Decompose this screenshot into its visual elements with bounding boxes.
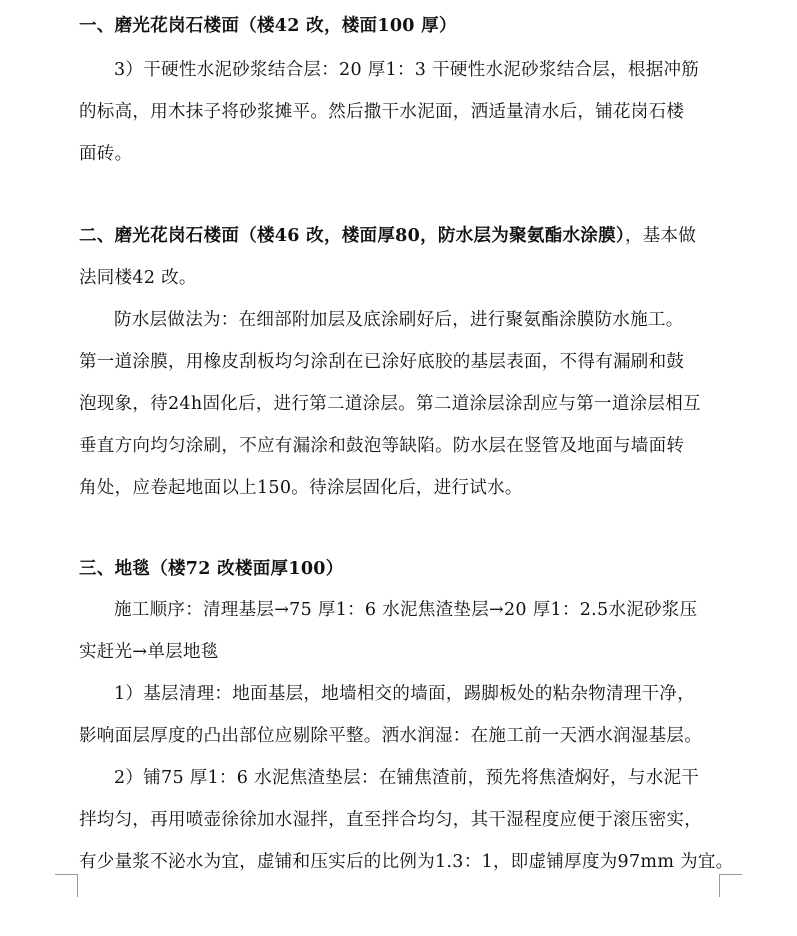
section-2-paragraph-line: 第一道涂膜，用橡皮刮板均匀涂刮在已涂好底胶的基层表面，不得有漏刷和鼓	[79, 352, 685, 372]
page-margin-corner-right	[719, 874, 742, 897]
section-3-paragraph-line: 施工顺序：清理基层→75 厚1：6 水泥焦渣垫层→20 厚1：2.5水泥砂浆压	[114, 600, 698, 620]
section-1-paragraph-line: 3）干硬性水泥砂浆结合层：20 厚1：3 干硬性水泥砂浆结合层，根据冲筋	[114, 60, 700, 80]
section-1-paragraph-line: 面砖。	[79, 144, 133, 164]
section-3-paragraph-line: 2）铺75 厚1：6 水泥焦渣垫层：在铺焦渣前，预先将焦渣焖好，与水泥干	[114, 768, 700, 788]
section-3-paragraph-line: 拌均匀，再用喷壶徐徐加水湿拌，直至拌合均匀，其干湿程度应便于滚压密实，	[79, 810, 702, 830]
section-2-heading	[79, 224, 739, 248]
section-2-heading-bold: 二、磨光花岗石楼面（楼46 改，楼面厚80，防水层为聚氨酯水涂膜）	[79, 226, 625, 246]
section-2-heading-continuation: 法同楼42 改。	[79, 268, 197, 288]
section-2-paragraph-line: 垂直方向均匀涂刷，不应有漏涂和鼓泡等缺陷。防水层在竖管及地面与墙面转	[79, 436, 685, 456]
section-2-heading-tail: ，基本做	[624, 226, 697, 246]
section-3-paragraph-line: 实赶光→单层地毯	[79, 642, 219, 662]
section-2-paragraph-line: 泡现象，待24h固化后，进行第二道涂层。第二道涂层涂刮应与第一道涂层相互	[79, 394, 701, 414]
section-2-paragraph-line: 防水层做法为：在细部附加层及底涂刷好后，进行聚氨酯涂膜防水施工。	[114, 310, 684, 330]
section-3-paragraph-line: 影响面层厚度的凸出部位应剔除平整。洒水润湿：在施工前一天洒水润湿基层。	[79, 726, 702, 746]
page-margin-corner-left	[55, 874, 78, 897]
section-3-heading: 三、地毯（楼72 改楼面厚100）	[79, 559, 344, 579]
section-1-heading: 一、磨光花岗石楼面（楼42 改，楼面100 厚）	[79, 16, 457, 36]
section-3-paragraph-line: 1）基层清理：地面基层，地墙相交的墙面，踢脚板处的粘杂物清理干净，	[114, 684, 696, 704]
section-1-paragraph-line: 的标高，用木抹子将砂浆摊平。然后撒干水泥面，洒适量清水后，铺花岗石楼	[79, 102, 685, 122]
section-3-paragraph-line: 有少量浆不泌水为宜，虚铺和压实后的比例为1.3：1，即虚铺厚度为97mm 为宜。	[79, 852, 734, 872]
section-2-paragraph-line: 角处，应卷起地面以上150。待涂层固化后，进行试水。	[79, 478, 523, 498]
